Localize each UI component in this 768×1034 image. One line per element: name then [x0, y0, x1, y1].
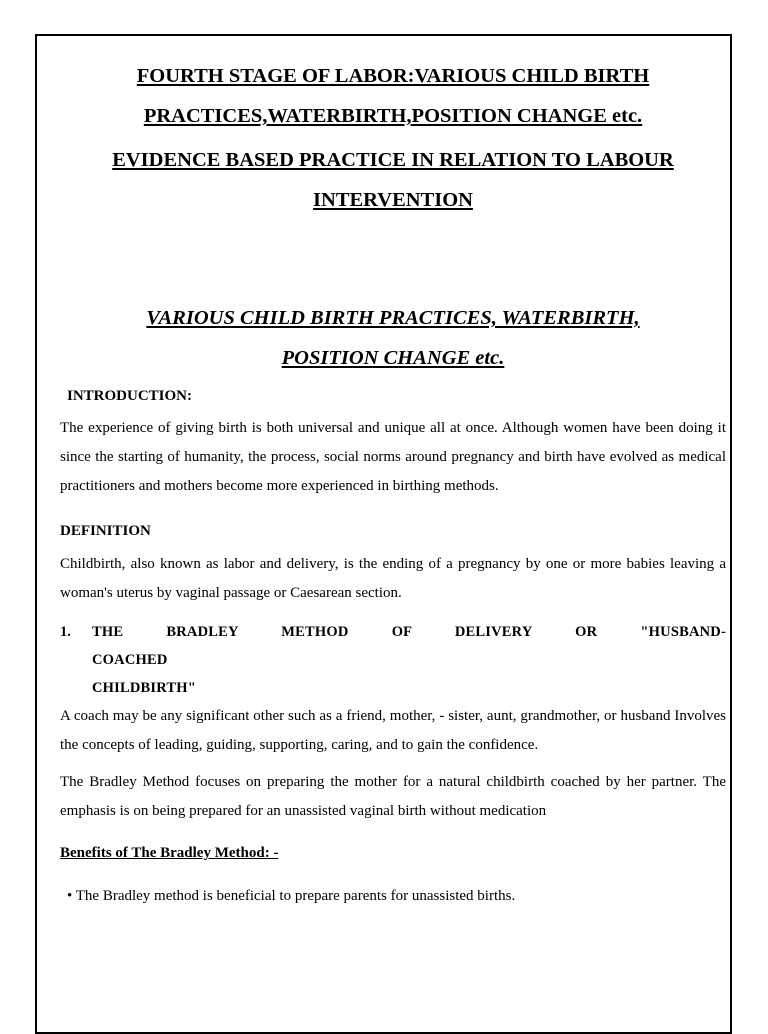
coach-paragraph: A coach may be any significant other such as a friend, mother, - sister, aunt, grandmother, or husband Involves the concepts of leading, guiding, supporting, caring, and to gain the confidence. [60, 708, 726, 753]
benefit-list-item [60, 886, 726, 906]
bullet-icon: • [67, 888, 73, 904]
section-subtitle [60, 298, 726, 378]
document-content [60, 56, 726, 921]
section-1-heading-line2: CHILDBIRTH" [92, 680, 197, 696]
definition-heading: DEFINITION [60, 523, 151, 539]
bradley-paragraph: The Bradley Method focuses on preparing the mother for a natural childbirth coached by her partner. The emphasis is on being prepared for an unassisted vaginal birth without medication [60, 774, 726, 819]
secondary-title-line1: EVIDENCE BASED PRACTICE IN RELATION TO LABOUR [112, 149, 674, 171]
benefits-heading: Benefits of The Bradley Method: - [60, 845, 279, 861]
secondary-title-line2: INTERVENTION [313, 189, 473, 211]
main-title-line2: PRACTICES,WATERBIRTH,POSITION CHANGE etc. [143, 105, 643, 127]
section-1-heading [60, 618, 726, 702]
benefit-text: The Bradley method is beneficial to prepare parents for unassisted births. [75, 888, 516, 904]
section-1-number: 1. [60, 624, 71, 640]
definition-paragraph: Childbirth, also known as labor and delivery, is the ending of a pregnancy by one or more babies leaving a woman's uterus by vaginal passage or Caesarean section. [60, 556, 726, 601]
main-title-line1: FOURTH STAGE OF LABOR:VARIOUS CHILD BIRTH [136, 65, 650, 87]
section-subtitle-line1: VARIOUS CHILD BIRTH PRACTICES, WATERBIRTH, [146, 307, 640, 329]
section-1-heading-text [92, 618, 726, 702]
secondary-title [60, 140, 726, 220]
introduction-heading: INTRODUCTION: [67, 388, 193, 404]
section-subtitle-line2: POSITION CHANGE etc. [281, 347, 505, 369]
main-title [60, 56, 726, 136]
introduction-paragraph: The experience of giving birth is both universal and unique all at once. Although women have been doing it since the starting of humanity, the process, social norms around pregnancy and birth have evolved as medical practitioners and mothers become more experienced in birthing methods. [60, 420, 726, 494]
section-1-heading-line1: THE BRADLEY METHOD OF DELIVERY OR "HUSBAND-COACHED [92, 624, 726, 668]
